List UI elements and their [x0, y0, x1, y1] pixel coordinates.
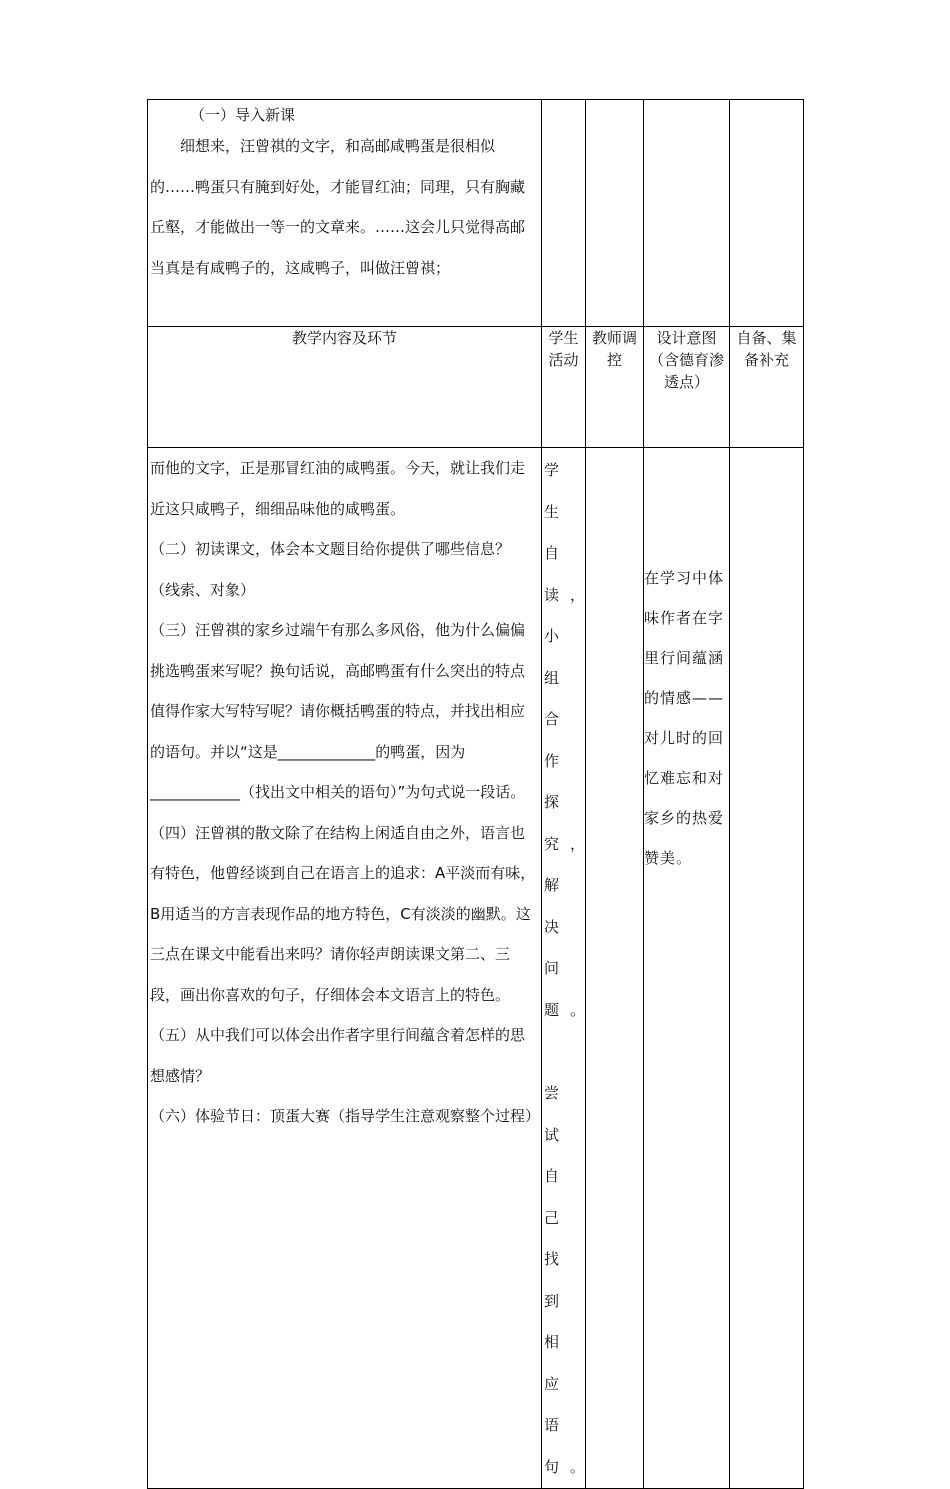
- prep-supplement-cell: [730, 448, 804, 1489]
- intro-design-cell: [644, 100, 730, 327]
- body-paragraph: （四）汪曾祺的散文除了在结构上闲适自由之外，语言也有特色，他曾经谈到自己在语言上的追求：A平淡而有味，B用适当的方言表现作品的地方特色，C有淡淡的幽默。这三点在课文中能看出来吗？请你轻声朗读课文第二、三段，画出你喜欢的句子，仔细体会本文语言上的特色。: [150, 823, 536, 1004]
- intro-cell: [148, 100, 542, 327]
- intro-prep-cell: [730, 100, 804, 327]
- header-content: 教学内容及环节: [148, 327, 542, 448]
- body-content-cell: [148, 448, 542, 1489]
- body-row: [148, 448, 804, 1489]
- intro-row: [148, 100, 804, 327]
- student-activity-2: 尝试自己找到相应语句。: [544, 1084, 597, 1476]
- body-paragraph: （五）从中我们可以体会出作者字里行间蕴含着怎样的思想感情？: [150, 1026, 526, 1085]
- intro-paragraph: 细想来，汪曾祺的文字，和高邮咸鸭蛋是很相似的……鸭蛋只有腌到好处，才能冒红油；同理，只有胸藏丘壑，才能做出一等一的文章来。……这会儿只觉得高邮当真是有咸鸭子的，这咸鸭子，叫做汪曾祺；: [150, 137, 526, 277]
- lesson-plan-table: [147, 99, 804, 1489]
- body-paragraph: 而他的文字，正是那冒红油的咸鸭蛋。今天，就让我们走近这只咸鸭子，细细品味他的咸鸭蛋。: [150, 459, 526, 518]
- body-paragraph: （六）体验节日：顶蛋大赛（指导学生注意观察整个过程）: [150, 1107, 541, 1125]
- intro-student-cell: [542, 100, 586, 327]
- header-prep: 自备、集备补充: [730, 327, 804, 448]
- student-activity-1: 学生自读，小组合作探究，解决问题。: [544, 461, 597, 1019]
- design-intent-text: 在学习中体味作者在字里行间蕴涵的情感——对儿时的回忆难忘和对家乡的热爱赞美。: [644, 569, 725, 867]
- header-teacher: 教师调控: [586, 327, 644, 448]
- intro-teacher-cell: [586, 100, 644, 327]
- student-activity-cell: [542, 448, 597, 1489]
- header-row: [148, 327, 804, 448]
- body-paragraph: （三）汪曾祺的家乡过端午有那么多风俗，他为什么偏偏挑选鸭蛋来写呢？换句话说，高邮鸭蛋有什么突出的特点值得作家大写特写呢？请你概括鸭蛋的特点，并找出相应的语句。并以“这是_____________的鸭蛋，因为____________（找出文中相关的语句）”为句式说一段话。: [150, 621, 526, 801]
- body-paragraph: （二）初读课文，体会本文题目给你提供了哪些信息？（线索、对象）: [150, 540, 511, 599]
- header-design: 设计意图（含德育渗透点）: [644, 327, 730, 448]
- design-intent-cell: [644, 448, 730, 1489]
- header-student: 学生活动: [542, 327, 586, 448]
- intro-section-title: （一）导入新课: [190, 106, 296, 124]
